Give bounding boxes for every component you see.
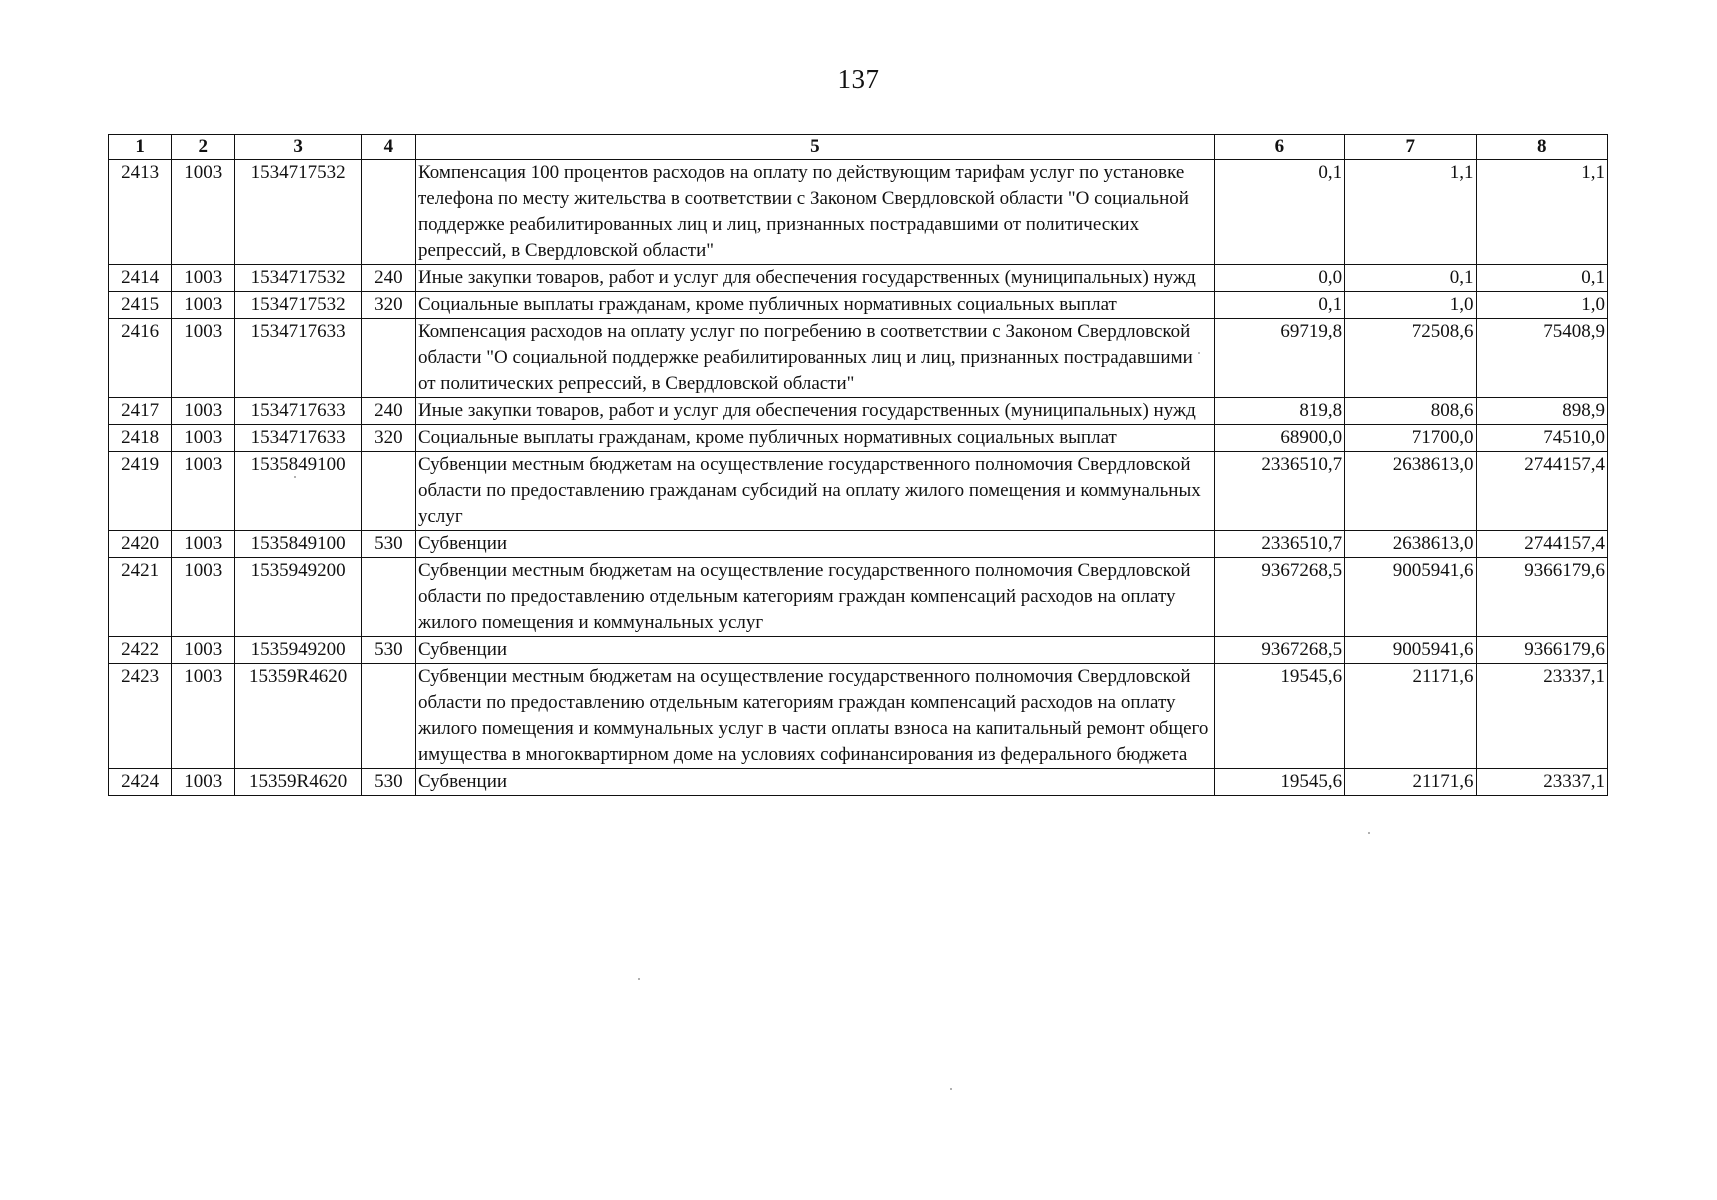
amount-col-8: 1,1 bbox=[1476, 160, 1608, 265]
row-number: 2418 bbox=[109, 425, 172, 452]
table-row bbox=[109, 769, 1608, 796]
target-article-code: 1535949200 bbox=[235, 558, 361, 637]
expense-kind-code: 320 bbox=[361, 425, 415, 452]
scan-speck bbox=[950, 1088, 952, 1090]
target-article-code: 1535849100 bbox=[235, 531, 361, 558]
row-description: Компенсация расходов на оплату услуг по погребению в соответствии с Законом Свердловской области "О социальной поддержке реабилитированных лиц и лиц, признанных пострадавшими от политических репрессий, в Свердловской области" bbox=[415, 319, 1214, 398]
row-number: 2422 bbox=[109, 637, 172, 664]
amount-col-8: 9366179,6 bbox=[1476, 637, 1608, 664]
target-article-code: 15359R4620 bbox=[235, 769, 361, 796]
amount-col-7: 9005941,6 bbox=[1345, 637, 1476, 664]
header-col-5: 5 bbox=[415, 135, 1214, 160]
section-code: 1003 bbox=[172, 637, 235, 664]
expense-kind-code: 240 bbox=[361, 265, 415, 292]
table-row bbox=[109, 531, 1608, 558]
expense-kind-code: 530 bbox=[361, 769, 415, 796]
amount-col-8: 9366179,6 bbox=[1476, 558, 1608, 637]
amount-col-6: 9367268,5 bbox=[1214, 558, 1344, 637]
table-row bbox=[109, 398, 1608, 425]
row-description: Иные закупки товаров, работ и услуг для обеспечения государственных (муниципальных) нужд bbox=[415, 265, 1214, 292]
amount-col-7: 2638613,0 bbox=[1345, 531, 1476, 558]
target-article-code: 1535949200 bbox=[235, 637, 361, 664]
amount-col-6: 0,1 bbox=[1214, 292, 1344, 319]
section-code: 1003 bbox=[172, 265, 235, 292]
amount-col-8: 74510,0 bbox=[1476, 425, 1608, 452]
table-row bbox=[109, 425, 1608, 452]
amount-col-8: 23337,1 bbox=[1476, 664, 1608, 769]
target-article-code: 1534717532 bbox=[235, 292, 361, 319]
amount-col-6: 819,8 bbox=[1214, 398, 1344, 425]
row-description: Социальные выплаты гражданам, кроме публичных нормативных социальных выплат bbox=[415, 425, 1214, 452]
expense-kind-code: 530 bbox=[361, 637, 415, 664]
row-number: 2421 bbox=[109, 558, 172, 637]
row-description: Компенсация 100 процентов расходов на оплату по действующим тарифам услуг по установке телефона по месту жительства в соответствии с Законом Свердловской области "О социальной поддержке реабилитированных лиц и лиц, признанных пострадавшими от политических репрессий, в Свердловской области" bbox=[415, 160, 1214, 265]
row-number: 2414 bbox=[109, 265, 172, 292]
header-col-1: 1 bbox=[109, 135, 172, 160]
row-description: Субвенции bbox=[415, 637, 1214, 664]
row-description: Социальные выплаты гражданам, кроме публичных нормативных социальных выплат bbox=[415, 292, 1214, 319]
expense-kind-code: 530 bbox=[361, 531, 415, 558]
section-code: 1003 bbox=[172, 319, 235, 398]
section-code: 1003 bbox=[172, 769, 235, 796]
table-row bbox=[109, 160, 1608, 265]
target-article-code: 1534717633 bbox=[235, 398, 361, 425]
table-row bbox=[109, 452, 1608, 531]
section-code: 1003 bbox=[172, 292, 235, 319]
target-article-code: 1534717633 bbox=[235, 319, 361, 398]
expense-kind-code bbox=[361, 664, 415, 769]
row-number: 2423 bbox=[109, 664, 172, 769]
header-col-6: 6 bbox=[1214, 135, 1344, 160]
table-body bbox=[109, 160, 1608, 796]
amount-col-8: 1,0 bbox=[1476, 292, 1608, 319]
expense-kind-code: 320 bbox=[361, 292, 415, 319]
amount-col-6: 68900,0 bbox=[1214, 425, 1344, 452]
amount-col-6: 69719,8 bbox=[1214, 319, 1344, 398]
amount-col-8: 898,9 bbox=[1476, 398, 1608, 425]
amount-col-8: 23337,1 bbox=[1476, 769, 1608, 796]
section-code: 1003 bbox=[172, 425, 235, 452]
row-description: Субвенции местным бюджетам на осуществление государственного полномочия Свердловской области по предоставлению отдельным категориям граждан компенсаций расходов на оплату жилого помещения и коммунальных услуг в части оплаты взноса на капитальный ремонт общего имущества в многоквартирном доме на условиях софинансирования из федерального бюджета bbox=[415, 664, 1214, 769]
table-header bbox=[109, 135, 1608, 160]
header-row bbox=[109, 135, 1608, 160]
row-number: 2424 bbox=[109, 769, 172, 796]
amount-col-7: 2638613,0 bbox=[1345, 452, 1476, 531]
amount-col-8: 2744157,4 bbox=[1476, 531, 1608, 558]
amount-col-6: 2336510,7 bbox=[1214, 452, 1344, 531]
amount-col-7: 21171,6 bbox=[1345, 769, 1476, 796]
amount-col-6: 9367268,5 bbox=[1214, 637, 1344, 664]
amount-col-6: 0,1 bbox=[1214, 160, 1344, 265]
amount-col-8: 0,1 bbox=[1476, 265, 1608, 292]
amount-col-7: 1,0 bbox=[1345, 292, 1476, 319]
table-row bbox=[109, 558, 1608, 637]
scan-speck bbox=[638, 978, 640, 980]
amount-col-6: 19545,6 bbox=[1214, 769, 1344, 796]
amount-col-7: 0,1 bbox=[1345, 265, 1476, 292]
expense-kind-code bbox=[361, 558, 415, 637]
target-article-code: 1535849100 bbox=[235, 452, 361, 531]
row-description: Субвенции местным бюджетам на осуществление государственного полномочия Свердловской области по предоставлению гражданам субсидий на оплату жилого помещения и коммунальных услуг bbox=[415, 452, 1214, 531]
table-row bbox=[109, 637, 1608, 664]
section-code: 1003 bbox=[172, 398, 235, 425]
expense-kind-code bbox=[361, 452, 415, 531]
row-number: 2420 bbox=[109, 531, 172, 558]
row-number: 2417 bbox=[109, 398, 172, 425]
header-col-3: 3 bbox=[235, 135, 361, 160]
amount-col-7: 9005941,6 bbox=[1345, 558, 1476, 637]
scan-speck bbox=[1368, 832, 1370, 834]
row-number: 2416 bbox=[109, 319, 172, 398]
header-col-4: 4 bbox=[361, 135, 415, 160]
amount-col-6: 0,0 bbox=[1214, 265, 1344, 292]
budget-table bbox=[108, 134, 1608, 796]
row-number: 2413 bbox=[109, 160, 172, 265]
target-article-code: 1534717532 bbox=[235, 160, 361, 265]
amount-col-7: 21171,6 bbox=[1345, 664, 1476, 769]
page-number: 137 bbox=[837, 64, 880, 94]
section-code: 1003 bbox=[172, 558, 235, 637]
expense-kind-code: 240 bbox=[361, 398, 415, 425]
amount-col-7: 71700,0 bbox=[1345, 425, 1476, 452]
target-article-code: 1534717633 bbox=[235, 425, 361, 452]
amount-col-7: 808,6 bbox=[1345, 398, 1476, 425]
row-description: Субвенции местным бюджетам на осуществление государственного полномочия Свердловской области по предоставлению отдельным категориям граждан компенсаций расходов на оплату жилого помещения и коммунальных услуг bbox=[415, 558, 1214, 637]
row-number: 2419 bbox=[109, 452, 172, 531]
amount-col-6: 2336510,7 bbox=[1214, 531, 1344, 558]
target-article-code: 1534717532 bbox=[235, 265, 361, 292]
row-description: Субвенции bbox=[415, 769, 1214, 796]
amount-col-8: 75408,9 bbox=[1476, 319, 1608, 398]
header-col-8: 8 bbox=[1476, 135, 1608, 160]
header-col-2: 2 bbox=[172, 135, 235, 160]
amount-col-8: 2744157,4 bbox=[1476, 452, 1608, 531]
amount-col-6: 19545,6 bbox=[1214, 664, 1344, 769]
table-row bbox=[109, 265, 1608, 292]
row-number: 2415 bbox=[109, 292, 172, 319]
target-article-code: 15359R4620 bbox=[235, 664, 361, 769]
section-code: 1003 bbox=[172, 531, 235, 558]
table-row bbox=[109, 292, 1608, 319]
amount-col-7: 1,1 bbox=[1345, 160, 1476, 265]
scan-speck bbox=[1198, 352, 1200, 354]
expense-kind-code bbox=[361, 160, 415, 265]
row-description: Иные закупки товаров, работ и услуг для обеспечения государственных (муниципальных) нужд bbox=[415, 398, 1214, 425]
amount-col-7: 72508,6 bbox=[1345, 319, 1476, 398]
section-code: 1003 bbox=[172, 160, 235, 265]
table-row bbox=[109, 319, 1608, 398]
section-code: 1003 bbox=[172, 452, 235, 531]
scan-speck bbox=[294, 476, 296, 478]
table-row bbox=[109, 664, 1608, 769]
expense-kind-code bbox=[361, 319, 415, 398]
row-description: Субвенции bbox=[415, 531, 1214, 558]
section-code: 1003 bbox=[172, 664, 235, 769]
header-col-7: 7 bbox=[1345, 135, 1476, 160]
